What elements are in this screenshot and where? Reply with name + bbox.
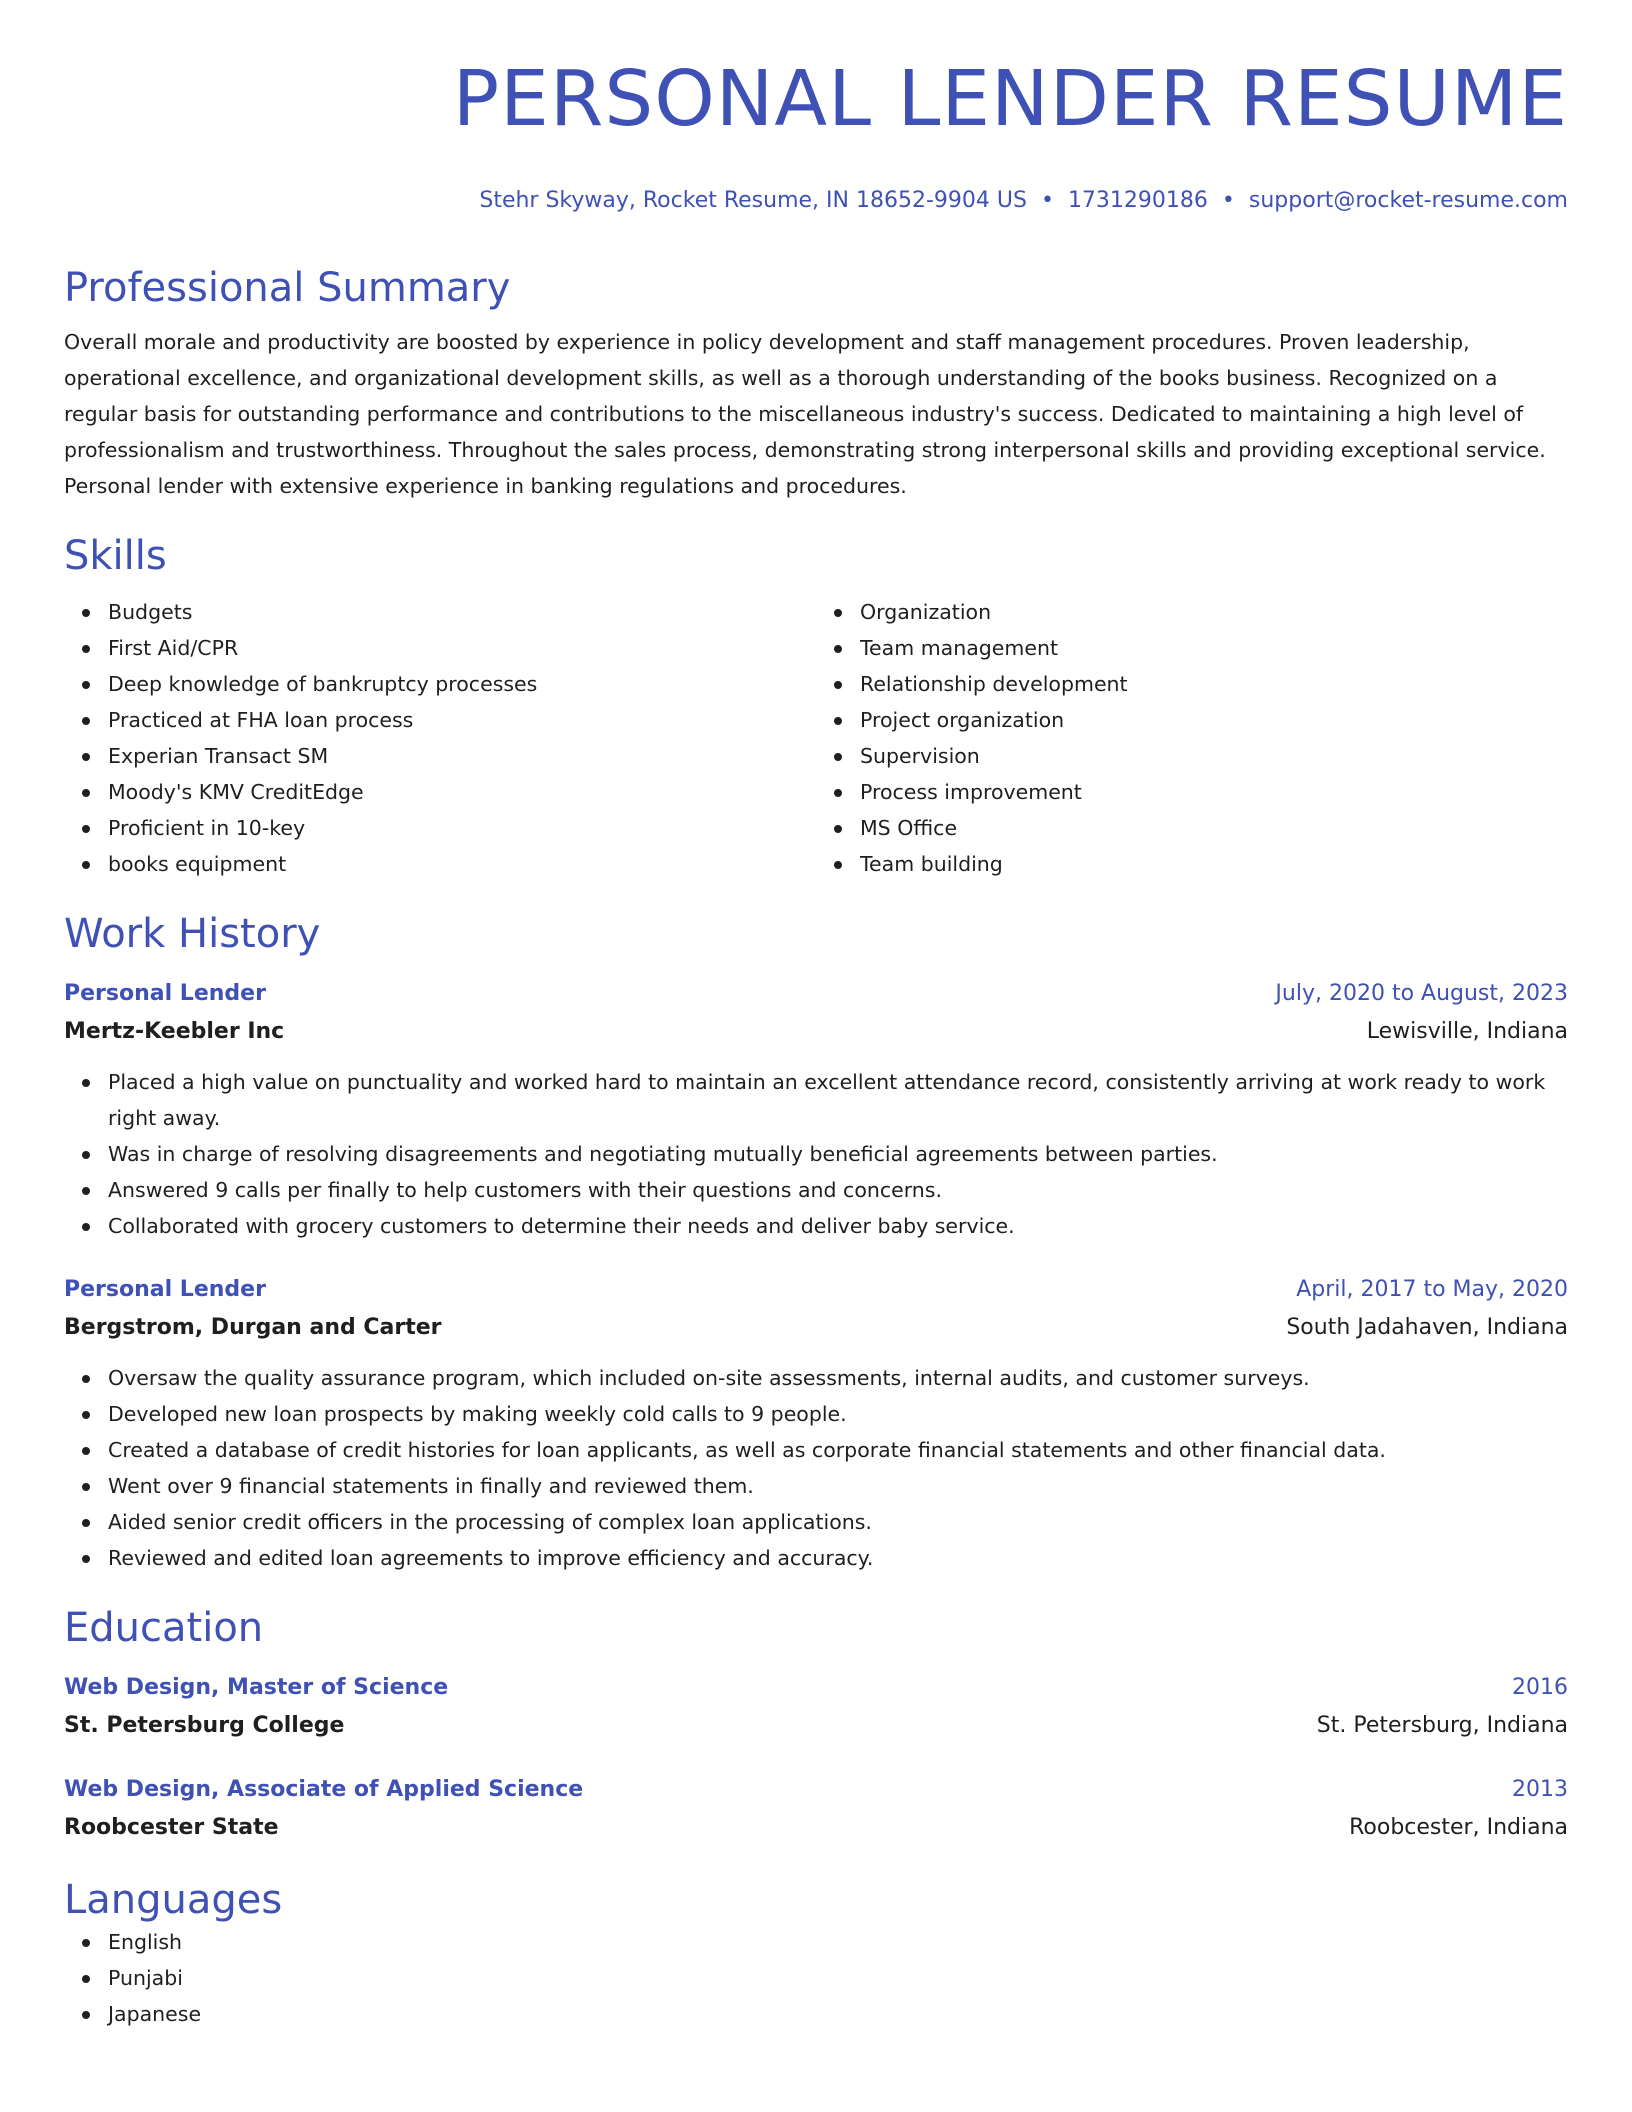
contact-line bbox=[64, 186, 1568, 216]
job-company: Mertz-Keebler Inc bbox=[64, 1019, 285, 1044]
skills-columns bbox=[64, 594, 1568, 882]
resume-title: PERSONAL LENDER RESUME bbox=[452, 55, 1568, 144]
section-title-languages: Languages bbox=[64, 1877, 283, 1923]
skill-item: Organization bbox=[860, 594, 1568, 630]
language-item: Punjabi bbox=[108, 1960, 1568, 1996]
languages-list bbox=[64, 1924, 1568, 2032]
education-degree: Web Design, Master of Science bbox=[64, 1675, 449, 1700]
job-bullet: Developed new loan prospects by making weekly cold calls to 9 people. bbox=[108, 1396, 1568, 1432]
job-bullet: Oversaw the quality assurance program, which included on-site assessments, internal audits, and customer surveys. bbox=[108, 1360, 1568, 1396]
skill-item: books equipment bbox=[108, 846, 816, 882]
education-year: 2013 bbox=[1512, 1777, 1568, 1802]
skill-item: Deep knowledge of bankruptcy processes bbox=[108, 666, 816, 702]
contact-phone: 1731290186 bbox=[1067, 188, 1208, 213]
language-item: English bbox=[108, 1924, 1568, 1960]
job-title: Personal Lender bbox=[64, 1277, 266, 1302]
education-school: St. Petersburg College bbox=[64, 1713, 345, 1738]
skill-item: Team management bbox=[860, 630, 1568, 666]
skills-list-right bbox=[816, 594, 1568, 882]
section-title-summary: Professional Summary bbox=[64, 265, 511, 311]
section-title-education: Education bbox=[64, 1605, 264, 1651]
education-location: St. Petersburg, Indiana bbox=[1316, 1713, 1568, 1738]
job-bullet: Went over 9 financial statements in finally and reviewed them. bbox=[108, 1468, 1568, 1504]
job-dates: April, 2017 to May, 2020 bbox=[1296, 1277, 1568, 1302]
skill-item: Practiced at FHA loan process bbox=[108, 702, 816, 738]
job-location: South Jadahaven, Indiana bbox=[1286, 1315, 1568, 1340]
job-entry bbox=[64, 1272, 1568, 1576]
skill-item: MS Office bbox=[860, 810, 1568, 846]
skill-item: Experian Transact SM bbox=[108, 738, 816, 774]
job-bullets bbox=[64, 1064, 1568, 1244]
job-bullet: Collaborated with grocery customers to determine their needs and deliver baby service. bbox=[108, 1208, 1568, 1244]
skill-item: Moody's KMV CreditEdge bbox=[108, 774, 816, 810]
job-bullet: Reviewed and edited loan agreements to improve efficiency and accuracy. bbox=[108, 1540, 1568, 1576]
job-bullet: Placed a high value on punctuality and worked hard to maintain an excellent attendance record, consistently arriving at work ready to work right away. bbox=[108, 1064, 1568, 1136]
job-title: Personal Lender bbox=[64, 981, 266, 1006]
job-bullet: Answered 9 calls per finally to help customers with their questions and concerns. bbox=[108, 1172, 1568, 1208]
contact-address: Stehr Skyway, Rocket Resume, IN 18652-9904 US bbox=[479, 188, 1027, 213]
skill-item: Team building bbox=[860, 846, 1568, 882]
education-degree: Web Design, Associate of Applied Science bbox=[64, 1777, 584, 1802]
job-bullet: Created a database of credit histories for loan applicants, as well as corporate financial statements and other financial data. bbox=[108, 1432, 1568, 1468]
section-title-skills: Skills bbox=[64, 533, 167, 579]
skill-item: Budgets bbox=[108, 594, 816, 630]
skill-item: Supervision bbox=[860, 738, 1568, 774]
skills-list-left bbox=[64, 594, 816, 882]
contact-separator: • bbox=[1040, 188, 1054, 213]
job-entry bbox=[64, 976, 1568, 1244]
education-location: Roobcester, Indiana bbox=[1349, 1815, 1568, 1840]
skill-item: Process improvement bbox=[860, 774, 1568, 810]
job-dates: July, 2020 to August, 2023 bbox=[1275, 981, 1568, 1006]
education-entry bbox=[64, 1772, 1568, 1848]
education-entry bbox=[64, 1670, 1568, 1746]
skill-item: Project organization bbox=[860, 702, 1568, 738]
skill-item: Relationship development bbox=[860, 666, 1568, 702]
job-bullet: Aided senior credit officers in the processing of complex loan applications. bbox=[108, 1504, 1568, 1540]
skill-item: First Aid/CPR bbox=[108, 630, 816, 666]
contact-email[interactable]: support@rocket-resume.com bbox=[1248, 188, 1568, 213]
job-company: Bergstrom, Durgan and Carter bbox=[64, 1315, 442, 1340]
job-bullet: Was in charge of resolving disagreements and negotiating mutually beneficial agreements between parties. bbox=[108, 1136, 1568, 1172]
summary-text: Overall morale and productivity are boosted by experience in policy development and staff management procedures. Proven leadership, operational excellence, and organizational development skills, as well as a thorough understanding of the books business. Recognized on a regular basis for outstanding performance and contributions to the miscellaneous industry's success. Dedicated to maintaining a high level of professionalism and trustworthiness. Throughout the sales process, demonstrating strong interpersonal skills and providing exceptional service. Personal lender with extensive experience in banking regulations and procedures. bbox=[64, 330, 1546, 498]
contact-separator: • bbox=[1221, 188, 1235, 213]
section-title-work-history: Work History bbox=[64, 911, 321, 957]
language-item: Japanese bbox=[108, 1996, 1568, 2032]
skill-item: Proficient in 10-key bbox=[108, 810, 816, 846]
job-bullets bbox=[64, 1360, 1568, 1576]
education-year: 2016 bbox=[1512, 1675, 1568, 1700]
education-school: Roobcester State bbox=[64, 1815, 279, 1840]
job-location: Lewisville, Indiana bbox=[1366, 1019, 1568, 1044]
